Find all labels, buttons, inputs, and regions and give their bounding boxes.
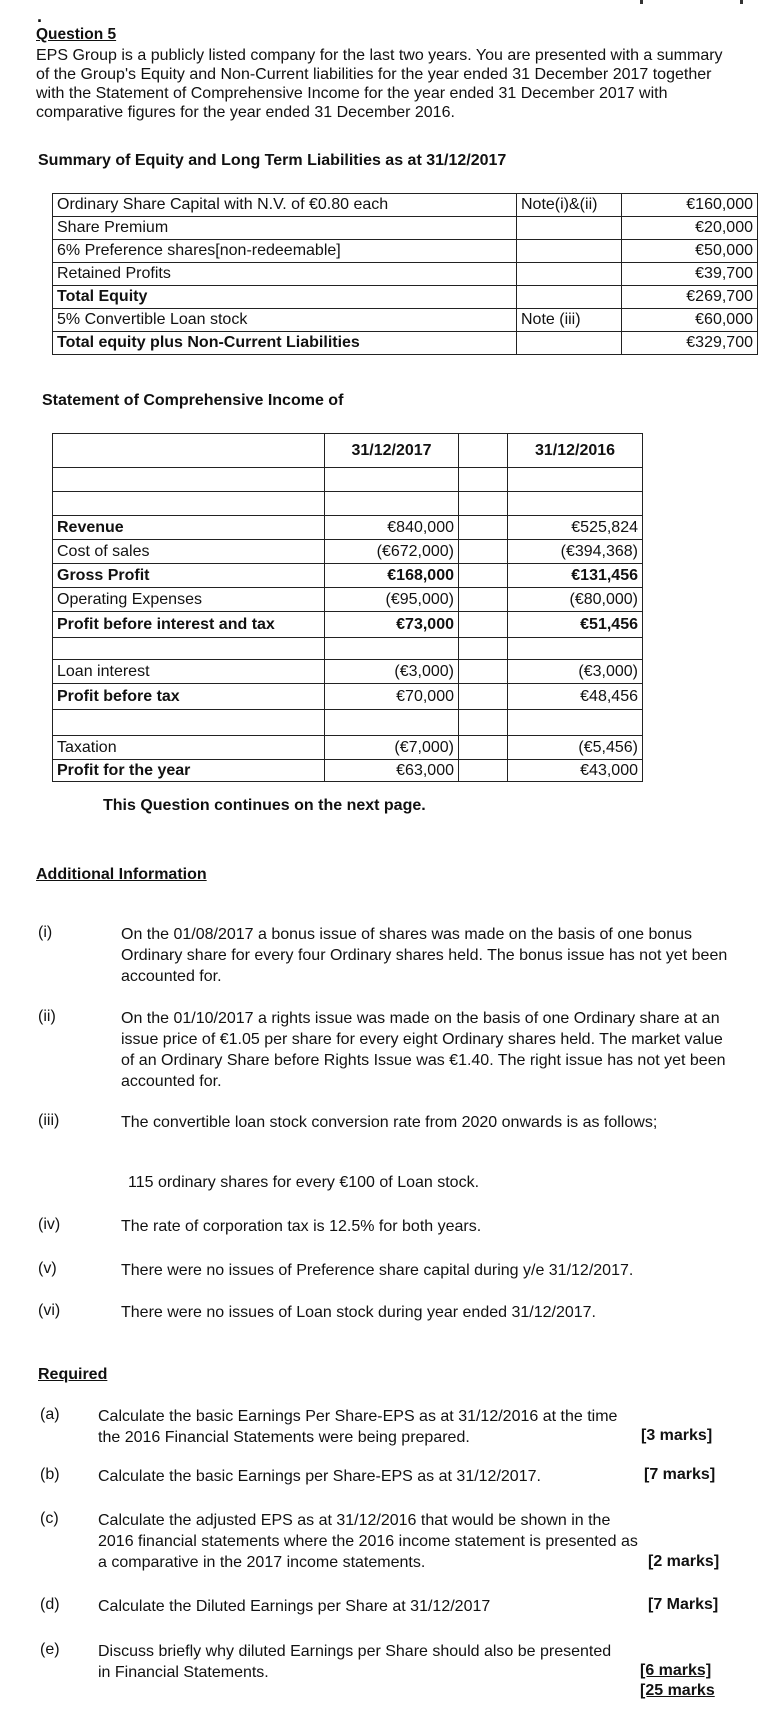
continues-note: This Question continues on the next page. — [103, 797, 426, 814]
table-row — [53, 217, 758, 240]
income-label: Profit before tax — [53, 684, 325, 710]
note-text: 115 ordinary shares for every €100 of Loan stock. — [128, 1174, 480, 1191]
required-text: Discuss briefly why diluted Earnings per Share should also be presented in Financial Statements. — [98, 1643, 612, 1681]
question-intro: EPS Group is a publicly listed company for the last two years. You are presented with a summary of the Group's Equity and Non-Current liabilities for the year ended 31 December 2017 together with the Statement of Comprehensive Income for the year ended 31 December 2017 with comparative figures for the year ended 31 December 2016. — [36, 47, 723, 121]
equity-value: €60,000 — [622, 309, 758, 332]
income-value-2017: €70,000 — [325, 684, 459, 710]
table-row — [53, 710, 643, 736]
equity-note — [517, 286, 622, 309]
income-label: Loan interest — [53, 660, 325, 684]
top-scan-border — [560, 0, 750, 4]
income-value-2016: €43,000 — [508, 760, 643, 782]
equity-label: Total equity plus Non-Current Liabilities — [53, 332, 517, 355]
table-row — [53, 309, 758, 332]
note-label: (vi) — [38, 1302, 61, 1319]
income-label: Taxation — [53, 736, 325, 760]
table-row — [53, 332, 758, 355]
equity-label: 6% Preference shares[non-redeemable] — [53, 240, 517, 263]
equity-value: €20,000 — [622, 217, 758, 240]
required-label: (b) — [40, 1466, 60, 1483]
equity-note: Note (iii) — [517, 309, 622, 332]
marks-label: [7 Marks] — [648, 1596, 719, 1613]
note-label: (iv) — [38, 1216, 61, 1233]
income-value-2016: €48,456 — [508, 684, 643, 710]
equity-note: Note(i)&(ii) — [517, 194, 622, 217]
table-row — [53, 434, 643, 468]
equity-value: €39,700 — [622, 263, 758, 286]
table-row — [53, 468, 643, 492]
income-value-2017: (€7,000) — [325, 736, 459, 760]
total-marks: [25 marks — [640, 1682, 715, 1699]
note-text: There were no issues of Loan stock during year ended 31/12/2017. — [121, 1304, 596, 1321]
equity-note — [517, 240, 622, 263]
equity-note — [517, 332, 622, 355]
note-label: (ii) — [38, 1008, 56, 1025]
note-text: On the 01/08/2017 a bonus issue of shares was made on the basis of one bonus Ordinary share for every four Ordinary shares held. The bonus issue has not yet been accounted for. — [121, 926, 728, 985]
equity-label: Total Equity — [53, 286, 517, 309]
income-value-2017: (€95,000) — [325, 588, 459, 612]
marks-label: [7 marks] — [644, 1466, 716, 1483]
income-value-2016: €525,824 — [508, 516, 643, 540]
equity-note — [517, 263, 622, 286]
note-label: (v) — [38, 1260, 57, 1277]
table-row — [53, 516, 643, 540]
income-value-2016: (€394,368) — [508, 540, 643, 564]
income-statement-title: Statement of Comprehensive Income of — [42, 392, 344, 409]
required-text: Calculate the adjusted EPS as at 31/12/2016 that would be shown in the 2016 financial statements where the 2016 income statement is presented as a comparative in the 2017 income statements. — [98, 1512, 638, 1571]
table-row — [53, 194, 758, 217]
note-text: The convertible loan stock conversion rate from 2020 onwards is as follows; — [121, 1114, 658, 1131]
table-row — [53, 492, 643, 516]
note-label: (i) — [38, 924, 53, 941]
equity-summary-title: Summary of Equity and Long Term Liabilities as at 31/12/2017 — [38, 152, 507, 169]
required-text: Calculate the basic Earnings per Share-EPS as at 31/12/2017. — [98, 1468, 541, 1485]
income-value-2016: (€3,000) — [508, 660, 643, 684]
note-text: The rate of corporation tax is 12.5% for both years. — [121, 1218, 482, 1235]
additional-info-heading: Additional Information — [36, 866, 207, 883]
income-value-2016: (€5,456) — [508, 736, 643, 760]
required-text: Calculate the basic Earnings Per Share-EPS as at 31/12/2016 at the time the 2016 Financial Statements were being prepared. — [98, 1408, 618, 1446]
table-row — [53, 684, 643, 710]
income-value-2016: €51,456 — [508, 612, 643, 638]
table-row — [53, 760, 643, 782]
marks-label: [3 marks] — [641, 1427, 713, 1444]
income-value-2017: (€3,000) — [325, 660, 459, 684]
table-row — [53, 540, 643, 564]
table-row — [53, 564, 643, 588]
marks-label: [6 marks] — [640, 1662, 712, 1679]
required-label: (e) — [40, 1641, 60, 1658]
table-row — [53, 588, 643, 612]
income-label: Profit before interest and tax — [53, 612, 325, 638]
table-row — [53, 736, 643, 760]
table-row — [53, 286, 758, 309]
equity-table — [52, 193, 758, 355]
marks-label: [2 marks] — [648, 1553, 720, 1570]
required-text: Calculate the Diluted Earnings per Share at 31/12/2017 — [98, 1598, 491, 1615]
income-label: Profit for the year — [53, 760, 325, 782]
income-label: Cost of sales — [53, 540, 325, 564]
note-text: On the 01/10/2017 a rights issue was made on the basis of one Ordinary share at an issue price of €1.05 per share for every eight Ordinary shares held. The market value of an Ordinary Share before Rights Issue was €1.40. The right issue has not yet been accounted for. — [121, 1010, 726, 1090]
equity-label: 5% Convertible Loan stock — [53, 309, 517, 332]
equity-label: Retained Profits — [53, 263, 517, 286]
bullet-dot: . — [37, 6, 43, 26]
required-heading: Required — [38, 1366, 108, 1383]
equity-label: Share Premium — [53, 217, 517, 240]
income-label: Operating Expenses — [53, 588, 325, 612]
table-row — [53, 263, 758, 286]
income-value-2017: €840,000 — [325, 516, 459, 540]
income-value-2017: €168,000 — [325, 564, 459, 588]
income-value-2017: €73,000 — [325, 612, 459, 638]
question-title: Question 5 — [36, 26, 117, 43]
table-row — [53, 660, 643, 684]
required-label: (d) — [40, 1596, 60, 1613]
col-2016-header: 31/12/2016 — [508, 434, 643, 468]
income-label: Revenue — [53, 516, 325, 540]
income-value-2017: €63,000 — [325, 760, 459, 782]
equity-value: €269,700 — [622, 286, 758, 309]
col-2017-header: 31/12/2017 — [325, 434, 459, 468]
equity-note — [517, 217, 622, 240]
required-label: (c) — [40, 1510, 59, 1527]
equity-value: €329,700 — [622, 332, 758, 355]
table-row — [53, 240, 758, 263]
equity-value: €160,000 — [622, 194, 758, 217]
table-row — [53, 638, 643, 660]
note-label: (iii) — [38, 1112, 60, 1129]
income-label: Gross Profit — [53, 564, 325, 588]
equity-label: Ordinary Share Capital with N.V. of €0.80 each — [53, 194, 517, 217]
note-text: There were no issues of Preference share capital during y/e 31/12/2017. — [121, 1262, 634, 1279]
income-value-2016: €131,456 — [508, 564, 643, 588]
income-value-2017: (€672,000) — [325, 540, 459, 564]
income-value-2016: (€80,000) — [508, 588, 643, 612]
table-row — [53, 612, 643, 638]
required-label: (a) — [40, 1406, 60, 1423]
income-table — [52, 433, 643, 782]
equity-value: €50,000 — [622, 240, 758, 263]
